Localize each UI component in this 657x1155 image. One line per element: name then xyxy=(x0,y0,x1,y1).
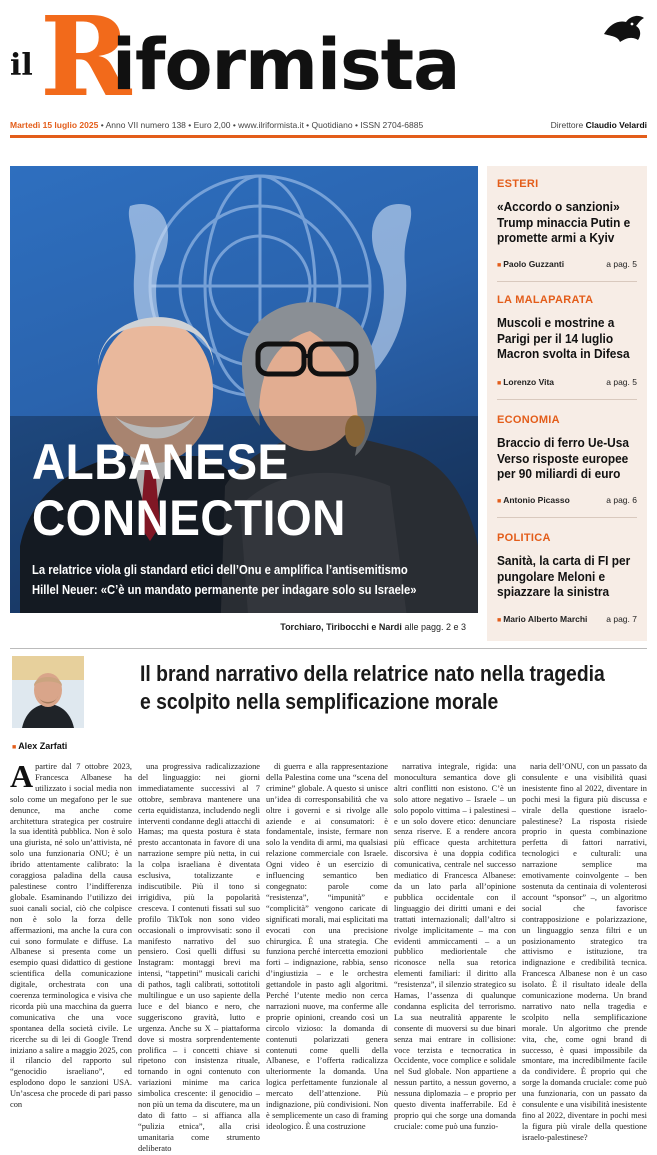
column-text: Apartire dal 7 ottobre 2023, Francesca Albanese ha utilizzato i social media non solo come un megafono per le sue denunce, ma anche come architettura strategica per costruire la sua identità pubblica. Non è solo una giurista, né solo un’attivista, né solo una funzionaria ONU; è un ibrido attentamente calibrato: la coraggiosa paladina della causa palestinese contro l’indifferenza globale. Esaminando l’utilizzo dei suoi canali social, ciò che colpisce non è solo la forza delle affermazioni, ma anche la cura con cui sono formulate e diffuse. La Albanese si presenta come un esempio quasi didattico di gestione scientifica della comunicazione digitale, orchestrata con una coerenza terminologica e visiva che ricorda più una macchina da guerra comunicativa che una voce spontanea della società civile. Le ricerche su di lei di Google Trend iniziano a salire a maggio 2025, con il rilancio del rapporto sul “genocidio israeliano”, ed esplodono dopo le sanzioni USA. Un’ascesa che procede di pari passo con xyxy=(10,758,132,1110)
sidebar-byline-politica xyxy=(497,614,637,624)
director-label: Direttore xyxy=(550,120,586,130)
section-headline[interactable]: Muscoli e mostrine a Parigi per il 14 luglio Macron svolta in Difesa xyxy=(497,315,630,361)
sidebar-item-economia[interactable] xyxy=(487,414,647,482)
article-author: ■ Alex Zarfati xyxy=(12,741,67,751)
author-portrait xyxy=(12,656,84,728)
page-ref: a pag. 5 xyxy=(606,259,637,269)
article-title-line2: e scolpito nella semplificazione morale xyxy=(140,689,499,714)
dateline xyxy=(10,120,423,130)
column-text: una progressiva radicalizzazione del linguaggio: nei giorni immediatamente successivi al 7 ottobre, sembrava mantenere una certa equidistanza, includendo negli interventi condanne degli attacchi di Hamas; ma questa postura è stata presto accantonata in favore di una narrazione sempre più netta, in cui la colpa israeliana è diventata esclusiva, totalizzante e indiscutibile. Più il tono si irrigidiva, più la popolarità cresceva. I contenuti fissati sul suo profilo TikTok non sono video occasionali o improvvisati: sono il manifesto narrativo del suo pensiero. Così quelli diffusi su Instagram: montaggi brevi ma intensi, “tappetini” musicali carichi di pathos, tagli calibrati, sottotitoli multilingue e un uso sapiente della luce e del bianco e nero, che suggeriscono gravità, lutto e urgenza. Anche su X – piattaforma dove si mostra sorprendentemente prolifica – i concetti chiave si ripetono con insistenza rituale, tornando in ogni contenuto con variazioni minime ma carica simbolica crescente: il genocidio – non più un tema da discutere, ma un dato di fatto – si affianca alla “pulizia etnica”, alla crisi umanitaria come strumento deliberato xyxy=(138,762,260,1153)
hero-subtitle-1: La relatrice viola gli standard etici dell’Onu e amplifica l’antisemitismo xyxy=(32,563,408,577)
divider xyxy=(497,281,637,282)
hero-photo xyxy=(10,166,478,641)
issue-meta: • Anno VII numero 138 • Euro 2,00 • www.ilriformista.it • Quotidiano • ISSN 2704-6885 xyxy=(98,120,424,130)
issue-date: Martedì 15 luglio 2025 xyxy=(10,120,99,130)
article-column-1 xyxy=(10,758,132,1110)
column-text: di guerra e alla rappresentazione della Palestina come una “scena del crimine” globale. A questo si unisce un’idea di corresponsabilità che va oltre i governi e si rivolge alle aziende e ai consumatori: è fondamentale, insiste, fermare non solo la vendita di armi, ma qualsiasi relazione commerciale con Israele. Ogni video è un esercizio di influencing semantico ben congegnato: parole come “resistenza”, “impunità” e “complicità” vengono caricate di significati morali, mai esplicitati ma evocati con una precisione chirurgica. È una strategia. Che funziona perché intercetta emozioni forti – indignazione, rabbia, senso d’ingiustizia – e le orchestra gettandole in pasto agli algoritmi. Perché l’utente medio non cerca narrazioni nuove, ma conferme alle proprie opinioni, creando così un circolo vizioso: la domanda di contenuti polarizzati genera contenuti come quelli della Albanese, e l’offerta radicalizza ulteriormente la domanda. Una logica perfettamente funzionale al mercato dell’attenzione. Più indignazione, più condivisioni. Non è semplicemente un caso di framing ideologico. È una costruzione xyxy=(266,762,388,1131)
sidebar-byline-malaparata xyxy=(497,377,637,387)
article-column-4 xyxy=(394,762,516,1131)
article-title-line1: Il brand narrativo della relatrice nato nella tragedia xyxy=(140,661,605,686)
article-title[interactable] xyxy=(140,660,605,716)
divider xyxy=(497,399,637,400)
section-headline[interactable]: «Accordo o sanzioni» Trump minaccia Putin e promette armi a Kyiv xyxy=(497,199,631,245)
page-ref: a pag. 6 xyxy=(606,495,637,505)
page-ref: a pag. 5 xyxy=(606,377,637,387)
author-name: ■ Lorenzo Vita xyxy=(497,377,554,387)
masthead-rule xyxy=(10,135,647,138)
author-name: ■ Antonio Picasso xyxy=(497,495,570,505)
masthead xyxy=(0,0,657,140)
section-label: POLITICA xyxy=(497,532,551,544)
hero-credit xyxy=(10,613,478,641)
sidebar-byline-esteri xyxy=(497,259,637,269)
section-label: ECONOMIA xyxy=(497,414,560,426)
sidebar-news xyxy=(487,166,647,641)
column-text: naria dell’ONU, con un passato da consulente e una visibilità quasi inesistente fino al 2022, diventare in pochi mesi la figura più discussa e virale della questione israelo-palestinese? La risposta risiede proprio in questa combinazione perfetta di fattori narrativi, tecnologici e culturali: una narrazione semplice ma emotivamente coinvolgente – ben sostenuta da centinaia di volenterosi account “sponsor” –, un algoritmo social che favorisce contrapposizione e polarizzazione, un linguaggio senza filtri e un posizionamento strategico tra attivismo e istituzione, tra indignazione e credibilità tecnica. Francesca Albanese non è un caso isolato. È il risultato ideale della comunicazione moderna. Un brand narrativo nato nella tragedia e scolpito nella semplificazione morale. Un algoritmo che prende vita, che, come ogni brand di successo, è quasi impossibile da smontare, ma incredibilmente facile da condividere. È proprio qui che sorge la domanda cruciale: come può una funzionaria, con un passato da consulente e una visibilità inesistente fino al 2022, diventare in pochi mesi la figura più virale della questione israelo-palestinese? xyxy=(522,762,647,1142)
author-name: ■ Paolo Guzzanti xyxy=(497,259,564,269)
hero-headline-line1: ALBANESE xyxy=(32,434,289,490)
hero-credit-pages: alle pagg. 2 e 3 xyxy=(401,622,466,632)
avatar xyxy=(12,656,84,728)
sidebar-item-esteri[interactable] xyxy=(487,178,647,246)
logo-r: R xyxy=(40,0,132,121)
hero-credit-names: Torchiaro, Tiribocchi e Nardi xyxy=(280,622,402,632)
section-headline[interactable]: Sanità, la carta di FI per pungolare Meloni e spiazzare la sinistra xyxy=(497,553,631,599)
logo-il: il xyxy=(10,48,33,83)
divider xyxy=(497,517,637,518)
section-headline[interactable]: Braccio di ferro Ue-Usa Verso risposte europee per 90 miliardi di euro xyxy=(497,435,629,481)
dove-icon xyxy=(602,14,646,44)
section-label: ESTERI xyxy=(497,178,539,190)
column-text: narrativa integrale, rigida: una monocultura semantica dove gli altri conflitti non esistono. C’è un solo attore negativo – Israele – un solo popolo vittima – i palestinesi – e un solo dovere etico: denunciare senza riserve. E a rendere ancora più efficace questa architettura discorsiva è una doppia codifica comunicativa, centrale nel successo mediatico di Francesca Albanese: da un lato parla all’opinione pubblica occidentale con il linguaggio dei diritti umani e dei trattati internazionali; dall’altro si rivolge implicitamente – ma con evidenti ammiccamenti – a un pubblico mediorientale che riconosce nella sua retorica elementi familiari: il diritto alla “resistenza”, il silenzio strategico su Hamas, l’assenza di qualunque condanna esplicita del terrorismo. La sua neutralità apparente le consente di muoversi su due binari senza mai entrare in collisione: voce terzista e tecnocratica in Occidente, voce complice e solidale nel Sud globale. Non appartiene a nessun partito, a nessun governo, a nessuna diplomazia – e proprio per questo diventa inafferrabile. Ed è proprio qui che sorge una domanda cruciale: come può una funzio- xyxy=(394,762,516,1131)
sidebar-item-malaparata[interactable] xyxy=(487,294,647,362)
sidebar-byline-economia xyxy=(497,495,637,505)
author-name: ■ Mario Alberto Marchi xyxy=(497,614,587,624)
article-column-2 xyxy=(138,762,260,1153)
director xyxy=(551,120,647,130)
section-divider xyxy=(10,648,647,649)
page-ref: a pag. 7 xyxy=(606,614,637,624)
director-name: Claudio Velardi xyxy=(585,120,647,130)
sidebar-item-politica[interactable] xyxy=(487,532,647,600)
article-column-3 xyxy=(266,762,388,1131)
logo-wordmark: iformista xyxy=(112,24,460,106)
hero-headline-line2: CONNECTION xyxy=(32,490,346,546)
hero-headline xyxy=(32,434,346,546)
hero-subtitle-2: Hillel Neuer: «C’è un mandato permanente per indagare solo su Israele» xyxy=(32,583,417,597)
section-label: LA MALAPARATA xyxy=(497,294,594,306)
article-column-5 xyxy=(522,762,647,1142)
